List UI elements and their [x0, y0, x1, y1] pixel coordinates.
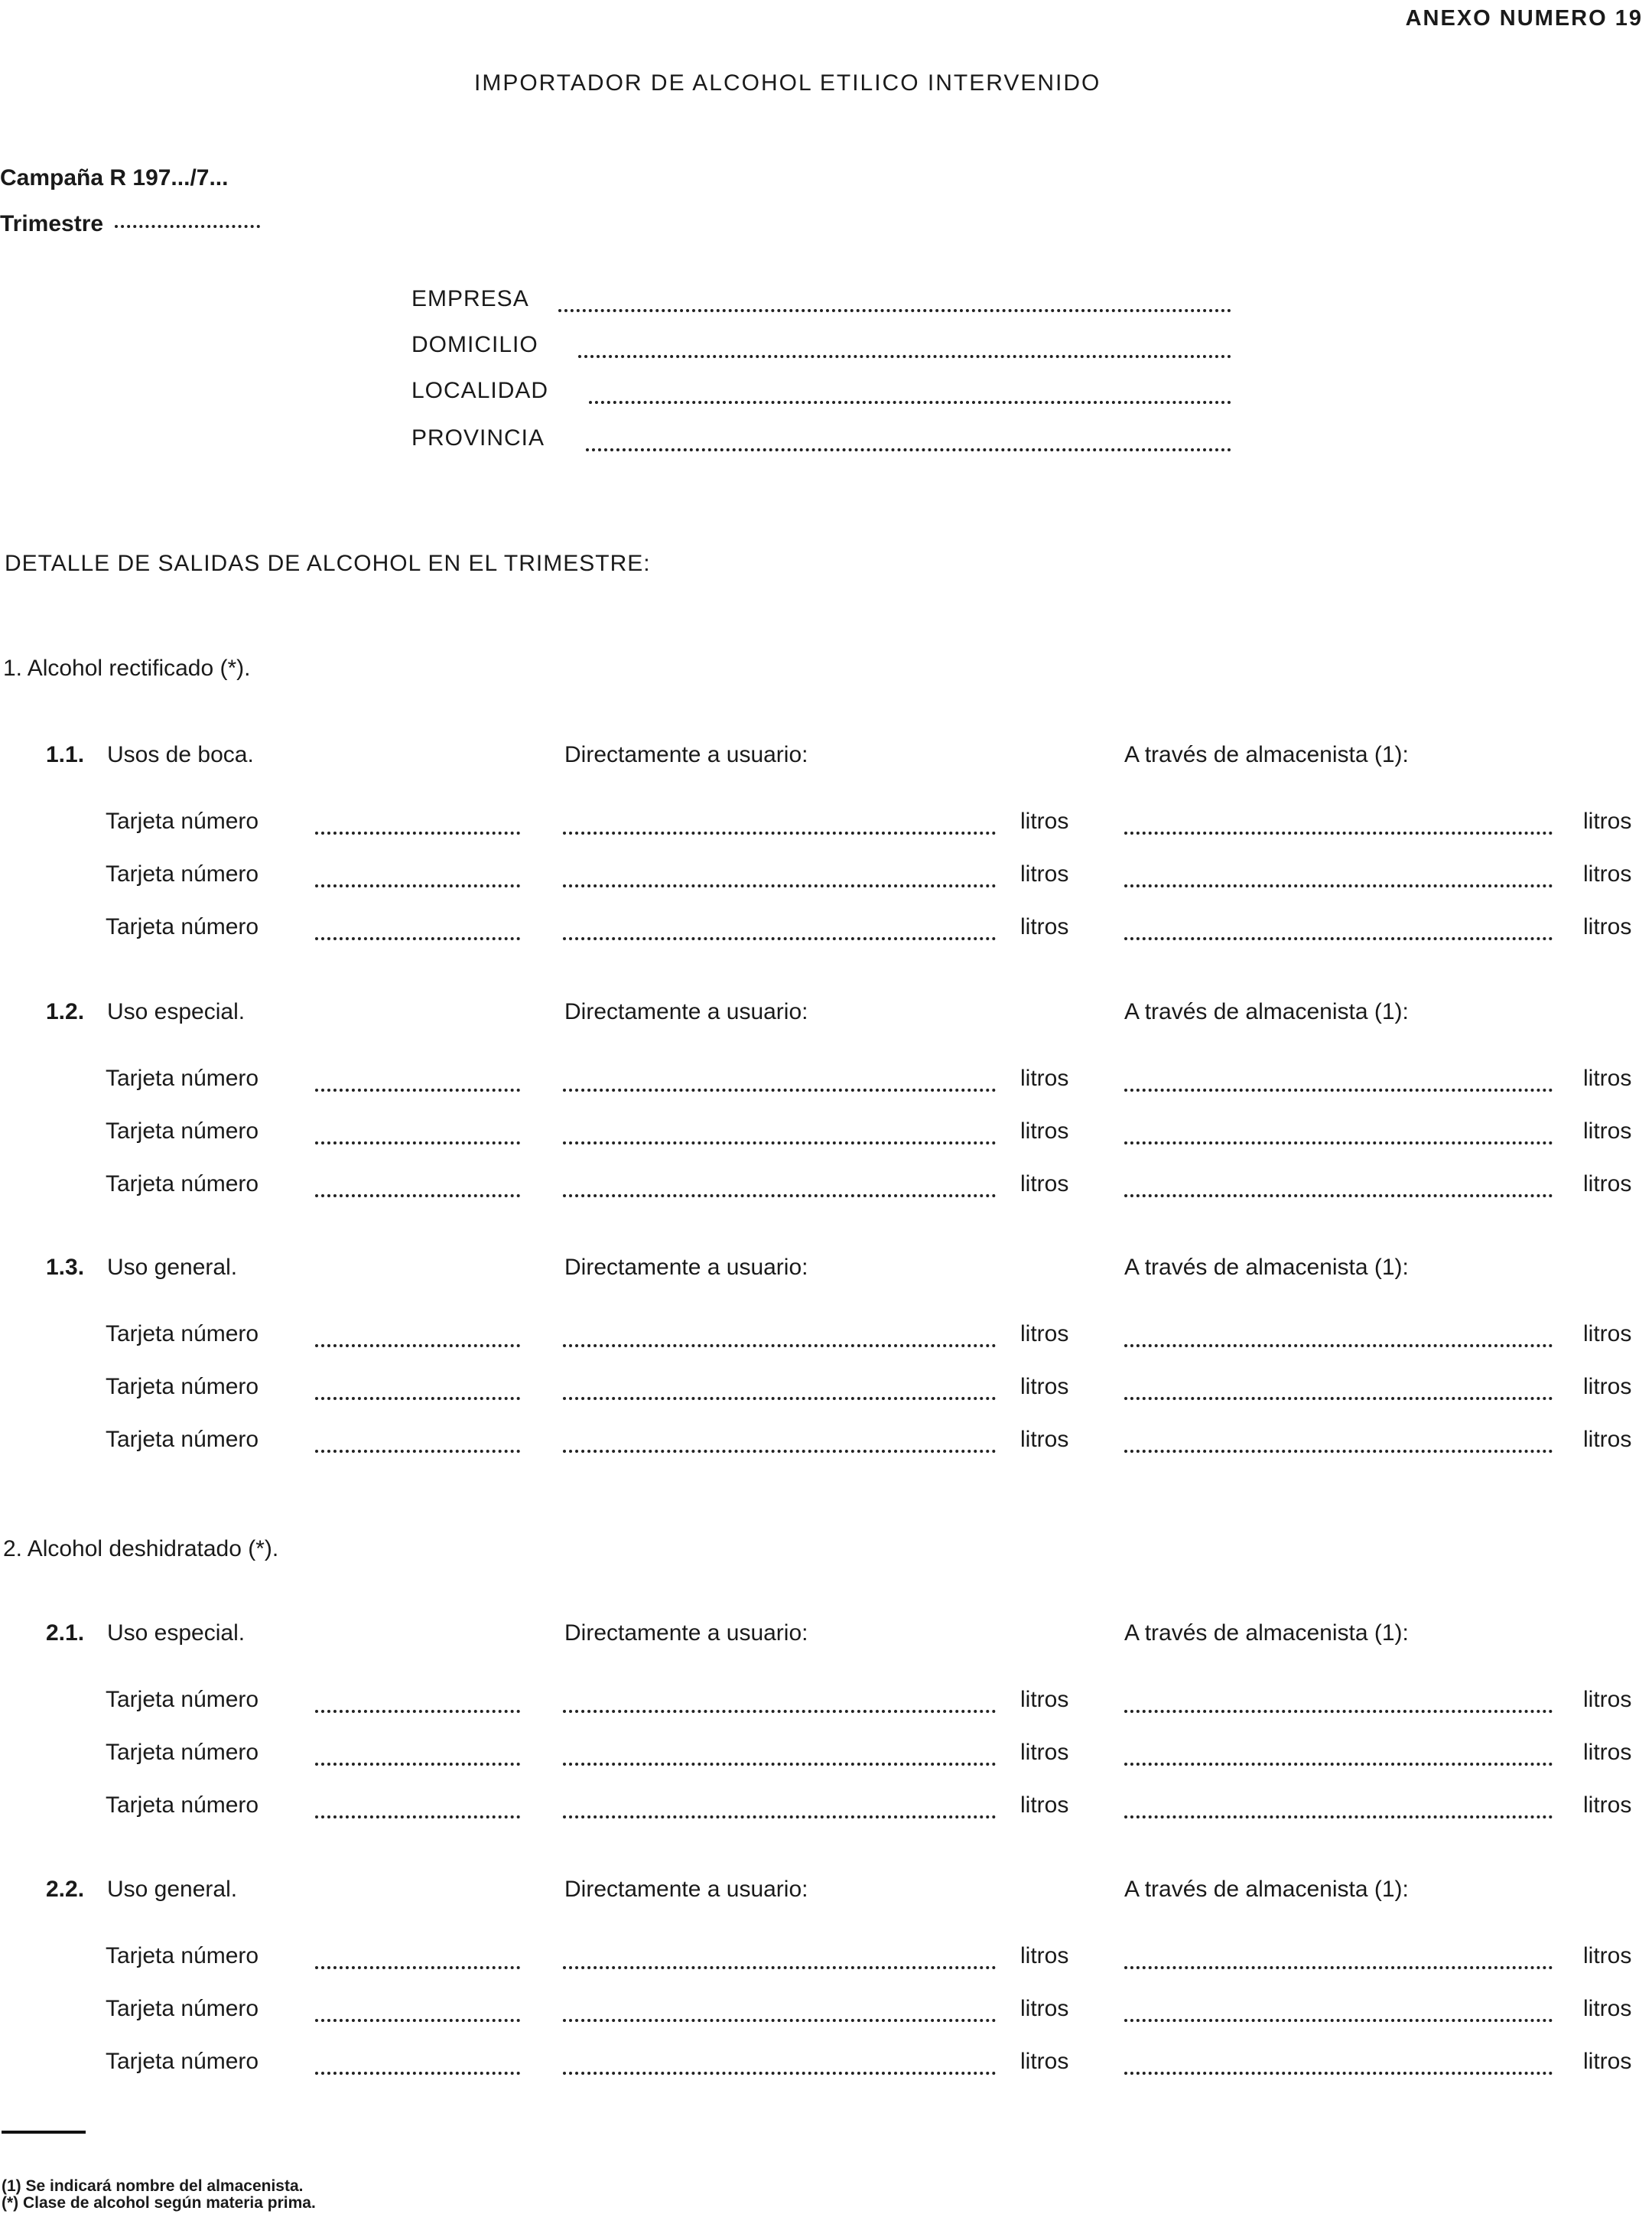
- card-number-label: Tarjeta número: [106, 1066, 259, 1091]
- warehouse-liters-field[interactable]: [1124, 1812, 1553, 1818]
- subsection-number: 1.1.: [46, 742, 85, 767]
- direct-user-header: Directamente a usuario:: [564, 1255, 808, 1280]
- warehouse-liters-field[interactable]: [1124, 881, 1553, 887]
- liters-unit: litros: [1583, 1792, 1632, 1818]
- liters-unit: litros: [1020, 1118, 1069, 1144]
- liters-unit: litros: [1583, 1943, 1632, 1968]
- liters-unit: litros: [1020, 914, 1069, 939]
- footnote-1: (1) Se indicará nombre del almacenista.: [2, 2177, 304, 2195]
- direct-liters-field[interactable]: [563, 934, 996, 940]
- footnote-2: (*) Clase de alcohol según materia prima.: [2, 2194, 316, 2212]
- card-number-field[interactable]: [315, 1760, 520, 1766]
- liters-unit: litros: [1020, 2049, 1069, 2074]
- card-number-field[interactable]: [315, 1812, 520, 1818]
- warehouse-liters-field[interactable]: [1124, 934, 1553, 940]
- card-number-label: Tarjeta número: [106, 809, 259, 834]
- direct-liters-field[interactable]: [563, 1394, 996, 1400]
- warehouse-header: A través de almacenista (1):: [1124, 1255, 1409, 1280]
- warehouse-liters-field[interactable]: [1124, 1447, 1553, 1453]
- liters-unit: litros: [1020, 1374, 1069, 1399]
- card-number-field[interactable]: [315, 829, 520, 835]
- warehouse-liters-field[interactable]: [1124, 1138, 1553, 1144]
- subsection-name: Uso general.: [107, 1255, 238, 1280]
- warehouse-header: A través de almacenista (1):: [1124, 742, 1409, 767]
- liters-unit: litros: [1020, 1792, 1069, 1818]
- direct-liters-field[interactable]: [563, 1191, 996, 1197]
- direct-user-header: Directamente a usuario:: [564, 999, 808, 1024]
- warehouse-liters-field[interactable]: [1124, 1191, 1553, 1197]
- card-number-label: Tarjeta número: [106, 1374, 259, 1399]
- liters-unit: litros: [1583, 809, 1632, 834]
- direct-liters-field[interactable]: [563, 2069, 996, 2075]
- annex-number: ANEXO NUMERO 19: [1405, 6, 1643, 31]
- direct-user-header: Directamente a usuario:: [564, 1877, 808, 1902]
- liters-unit: litros: [1583, 1374, 1632, 1399]
- card-number-label: Tarjeta número: [106, 914, 259, 939]
- card-number-label: Tarjeta número: [106, 1321, 259, 1346]
- card-number-field[interactable]: [315, 881, 520, 887]
- card-number-label: Tarjeta número: [106, 1792, 259, 1818]
- warehouse-header: A través de almacenista (1):: [1124, 1877, 1409, 1902]
- subsection-number: 2.1.: [46, 1620, 85, 1646]
- card-number-field[interactable]: [315, 1138, 520, 1144]
- company-field-label: EMPRESA: [411, 286, 529, 311]
- card-number-label: Tarjeta número: [106, 1171, 259, 1197]
- company-field-input[interactable]: [578, 352, 1231, 358]
- trimester-label: Trimestre: [0, 211, 104, 236]
- company-field-input[interactable]: [589, 398, 1231, 404]
- direct-user-header: Directamente a usuario:: [564, 742, 808, 767]
- company-field-label: PROVINCIA: [411, 425, 545, 451]
- card-number-field[interactable]: [315, 1963, 520, 1969]
- liters-unit: litros: [1583, 1066, 1632, 1091]
- warehouse-header: A través de almacenista (1):: [1124, 999, 1409, 1024]
- warehouse-header: A través de almacenista (1):: [1124, 1620, 1409, 1646]
- card-number-field[interactable]: [315, 934, 520, 940]
- liters-unit: litros: [1020, 1066, 1069, 1091]
- warehouse-liters-field[interactable]: [1124, 1760, 1553, 1766]
- company-field-input[interactable]: [586, 445, 1231, 451]
- subsection-name: Uso especial.: [107, 999, 246, 1024]
- direct-liters-field[interactable]: [563, 1707, 996, 1713]
- direct-liters-field[interactable]: [563, 1963, 996, 1969]
- card-number-field[interactable]: [315, 2016, 520, 2022]
- liters-unit: litros: [1020, 809, 1069, 834]
- direct-user-header: Directamente a usuario:: [564, 1620, 808, 1646]
- card-number-field[interactable]: [315, 1341, 520, 1347]
- direct-liters-field[interactable]: [563, 2016, 996, 2022]
- footnote-rule: [2, 2131, 86, 2134]
- subsection-name: Uso especial.: [107, 1620, 246, 1646]
- liters-unit: litros: [1020, 1171, 1069, 1197]
- card-number-label: Tarjeta número: [106, 1118, 259, 1144]
- card-number-label: Tarjeta número: [106, 1943, 259, 1968]
- liters-unit: litros: [1583, 1740, 1632, 1765]
- liters-unit: litros: [1583, 914, 1632, 939]
- subsection-name: Usos de boca.: [107, 742, 254, 767]
- card-number-field[interactable]: [315, 1707, 520, 1713]
- card-number-field[interactable]: [315, 1086, 520, 1092]
- card-number-field[interactable]: [315, 1394, 520, 1400]
- direct-liters-field[interactable]: [563, 1341, 996, 1347]
- warehouse-liters-field[interactable]: [1124, 829, 1553, 835]
- direct-liters-field[interactable]: [563, 1760, 996, 1766]
- trimester-field[interactable]: [115, 222, 260, 228]
- warehouse-liters-field[interactable]: [1124, 1707, 1553, 1713]
- liters-unit: litros: [1583, 1996, 1632, 2021]
- liters-unit: litros: [1583, 1118, 1632, 1144]
- card-number-label: Tarjeta número: [106, 861, 259, 887]
- liters-unit: litros: [1020, 1996, 1069, 2021]
- card-number-field[interactable]: [315, 2069, 520, 2075]
- liters-unit: litros: [1583, 861, 1632, 887]
- section-title: 1. Alcohol rectificado (*).: [3, 656, 251, 681]
- card-number-field[interactable]: [315, 1447, 520, 1453]
- card-number-field[interactable]: [315, 1191, 520, 1197]
- warehouse-liters-field[interactable]: [1124, 1086, 1553, 1092]
- detail-title: DETALLE DE SALIDAS DE ALCOHOL EN EL TRIMESTRE:: [5, 551, 651, 576]
- company-field-input[interactable]: [558, 306, 1231, 312]
- liters-unit: litros: [1020, 861, 1069, 887]
- warehouse-liters-field[interactable]: [1124, 1963, 1553, 1969]
- liters-unit: litros: [1583, 1687, 1632, 1712]
- direct-liters-field[interactable]: [563, 1138, 996, 1144]
- warehouse-liters-field[interactable]: [1124, 1341, 1553, 1347]
- subsection-name: Uso general.: [107, 1877, 238, 1902]
- liters-unit: litros: [1020, 1321, 1069, 1346]
- section-title: 2. Alcohol deshidratado (*).: [3, 1536, 279, 1561]
- card-number-label: Tarjeta número: [106, 1740, 259, 1765]
- card-number-label: Tarjeta número: [106, 2049, 259, 2074]
- warehouse-liters-field[interactable]: [1124, 2016, 1553, 2022]
- company-field-label: DOMICILIO: [411, 332, 538, 357]
- liters-unit: litros: [1020, 1943, 1069, 1968]
- subsection-number: 1.3.: [46, 1255, 85, 1280]
- direct-liters-field[interactable]: [563, 1812, 996, 1818]
- subsection-number: 2.2.: [46, 1877, 85, 1902]
- liters-unit: litros: [1020, 1740, 1069, 1765]
- company-field-label: LOCALIDAD: [411, 378, 549, 403]
- direct-liters-field[interactable]: [563, 881, 996, 887]
- liters-unit: litros: [1583, 1321, 1632, 1346]
- direct-liters-field[interactable]: [563, 1086, 996, 1092]
- liters-unit: litros: [1020, 1687, 1069, 1712]
- liters-unit: litros: [1583, 1171, 1632, 1197]
- card-number-label: Tarjeta número: [106, 1996, 259, 2021]
- subsection-number: 1.2.: [46, 999, 85, 1024]
- page-title: IMPORTADOR DE ALCOHOL ETILICO INTERVENIDO: [474, 70, 1101, 96]
- liters-unit: litros: [1583, 1427, 1632, 1452]
- liters-unit: litros: [1583, 2049, 1632, 2074]
- card-number-label: Tarjeta número: [106, 1687, 259, 1712]
- campaign-label: Campaña R 197.../7...: [0, 165, 229, 190]
- direct-liters-field[interactable]: [563, 829, 996, 835]
- direct-liters-field[interactable]: [563, 1447, 996, 1453]
- liters-unit: litros: [1020, 1427, 1069, 1452]
- warehouse-liters-field[interactable]: [1124, 1394, 1553, 1400]
- card-number-label: Tarjeta número: [106, 1427, 259, 1452]
- warehouse-liters-field[interactable]: [1124, 2069, 1553, 2075]
